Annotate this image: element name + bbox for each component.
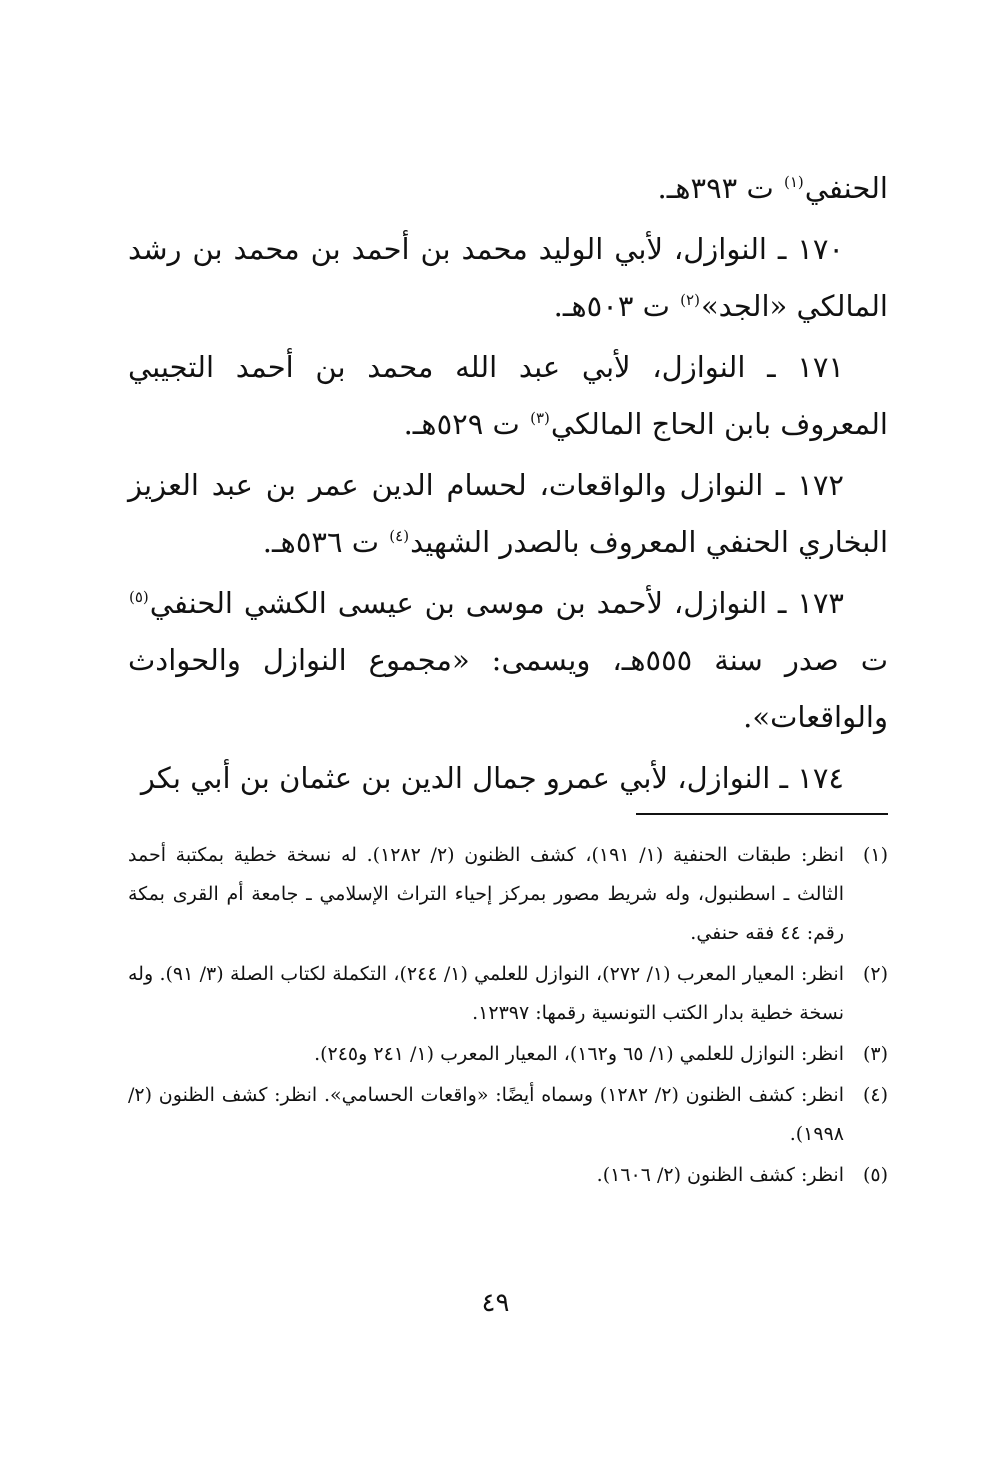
footnote-ref-3[interactable]: (٣): [530, 409, 550, 428]
paragraph-text: ١٧٤ ـ النوازل، لأبي عمرو جمال الدين بن عثمان بن أبي بكر: [140, 761, 844, 795]
footnote-item: [128, 955, 888, 1033]
footnote-text: انظر: كشف الظنون (٢/ ١٦٠٦).: [596, 1164, 844, 1186]
footnote-item: [128, 1156, 888, 1195]
paragraph-text: ت ٥٠٣هـ.: [553, 289, 680, 323]
entry-172: [128, 457, 888, 571]
footnotes: [128, 836, 888, 1197]
paragraph-continuation: [128, 160, 888, 217]
main-text: [128, 160, 888, 807]
footnote-ref-5[interactable]: (٥): [129, 588, 149, 607]
entry-173: [128, 575, 888, 746]
footnote-ref-1[interactable]: (١): [784, 173, 804, 192]
paragraph-text: ت ٥٢٩هـ.: [403, 407, 530, 441]
footnote-item: [128, 1035, 888, 1074]
entry-171: [128, 339, 888, 453]
entry-170: [128, 221, 888, 335]
footnote-text: انظر: طبقات الحنفية (١/ ١٩١)، كشف الظنون (٢/ ١٢٨٢). له نسخة خطية بمكتبة أحمد الثالث ـ اسطنبول، وله شريط مصور بمركز إحياء التراث الإسلامي ـ جامعة أم القرى بمكة رقم: ٤٤ فقه حنفي.: [128, 844, 844, 944]
footnote-divider: [636, 813, 888, 815]
footnote-number: (٤): [862, 1084, 888, 1106]
paragraph-text: الحنفي: [804, 171, 888, 205]
footnote-text: انظر: النوازل للعلمي (١/ ٦٥ و١٦٢)، المعيار المعرب (١/ ٢٤١ و٢٤٥).: [314, 1043, 844, 1065]
paragraph-text: ت ٣٩٣هـ.: [657, 171, 783, 205]
footnote-text: انظر: المعيار المعرب (١/ ٢٧٢)، النوازل للعلمي (١/ ٢٤٤)، التكملة لكتاب الصلة (٣/ ٩١). وله نسخة خطية بدار الكتب التونسية رقمها: ١٢٣٩٧.: [128, 963, 845, 1024]
entry-174: [128, 750, 888, 807]
paragraph-text: ١٧٠ ـ النوازل، لأبي الوليد محمد بن أحمد بن محمد بن رشد المالكي «الجد»: [128, 232, 888, 323]
paragraph-text: ١٧١ ـ النوازل، لأبي عبد الله محمد بن أحمد التجيبي المعروف بابن الحاج المالكي: [128, 350, 888, 441]
footnote-text: انظر: كشف الظنون (٢/ ١٢٨٢) وسماه أيضًا: «واقعات الحسامي». انظر: كشف الظنون (٢/ ١٩٩٨).: [128, 1084, 844, 1145]
footnote-number: (١): [862, 844, 888, 866]
footnote-ref-4[interactable]: (٤): [389, 527, 410, 546]
main-text-block: [128, 160, 888, 811]
footnote-ref-2[interactable]: (٢): [680, 291, 700, 310]
footnote-item: [128, 836, 888, 953]
footnote-number: (٥): [862, 1164, 888, 1186]
paragraph-text: ت ٥٣٦هـ.: [262, 525, 389, 559]
footnote-number: (٣): [862, 1043, 888, 1065]
paragraph-text: ١٧٣ ـ النوازل، لأحمد بن موسى بن عيسى الكشي الحنفي: [149, 586, 844, 620]
page-number: ٤٩: [481, 1288, 510, 1318]
footnote-item: [128, 1076, 888, 1154]
footnote-number: (٢): [862, 963, 888, 985]
paragraph-text: ت صدر سنة ٥٥٥هـ، ويسمى: «مجموع النوازل والحوادث والواقعات».: [128, 643, 888, 734]
paragraph-text: ١٧٢ ـ النوازل والواقعات، لحسام الدين عمر بن عبد العزيز البخاري الحنفي المعروف بالصدر الشهيد: [128, 468, 888, 559]
